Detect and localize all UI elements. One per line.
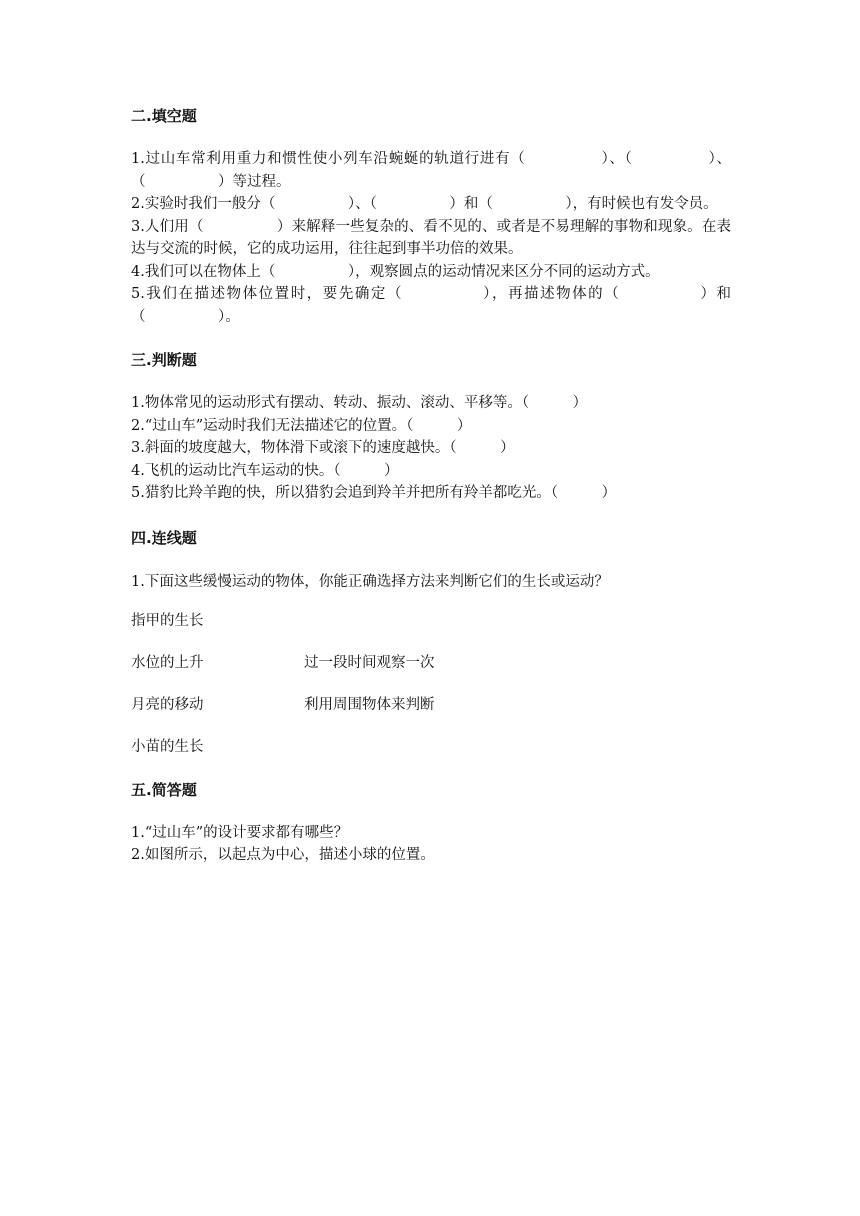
match-question-intro: 1.下面这些缓慢运动的物体，你能正确选择方法来判断它们的生长或运动？ <box>131 573 609 590</box>
judge-question-5: 5.猎豹比羚羊跑的快，所以猎豹会追到羚羊并把所有羚羊都吃光。（ ） <box>131 485 617 501</box>
judge-question-2: 2.“过山车”运动时我们无法描述它的位置。（ ） <box>131 417 472 434</box>
short-question-2: 2.如图所示，以起点为中心，描述小球的位置。 <box>131 847 435 863</box>
match-grid <box>131 610 731 758</box>
judge-question-3: 3.斜面的坡度越大，物体滑下或滚下的速度越快。（ ） <box>131 440 515 456</box>
fill-in-section <box>131 106 731 328</box>
short-answer-section <box>131 780 731 867</box>
judge-question-list <box>131 392 731 505</box>
judge-question-1: 1.物体常见的运动形式有摆动、转动、振动、滚动、平移等。（ ） <box>131 395 588 411</box>
short-question-list <box>131 822 731 867</box>
fill-question-1: 1.过山车常利用重力和惯性使小列车沿蜿蜒的轨道行进有（ ）、（ ）、（ ）等过程。 <box>131 151 731 190</box>
fill-question-3: 3.人们用（ ）来解释一些复杂的、看不见的、或者是不易理解的事物和现象。在表达与交流的时候，它的成功运用，往往起到事半功倍的效果。 <box>131 218 731 257</box>
worksheet-content <box>131 106 731 867</box>
fill-question-4: 4.我们可以在物体上（ ），观察圆点的运动情况来区分不同的运动方式。 <box>131 263 660 280</box>
short-question-1: 1.“过山车”的设计要求都有哪些？ <box>131 824 349 841</box>
matching-section <box>131 528 731 758</box>
judge-question-4: 4.飞机的运动比汽车运动的快。（ ） <box>131 462 399 479</box>
match-left-item: 指甲的生长 <box>131 612 204 629</box>
fill-question-2: 2.实验时我们一般分（ ）、（ ）和（ ），有时候也有发令员。 <box>131 196 718 212</box>
match-left-item: 水位的上升 <box>131 654 204 671</box>
match-row <box>131 610 731 632</box>
fill-question-5: 5.我们在描述物体位置时，要先确定（ ），再描述物体的（ ）和（ ）。 <box>131 286 731 325</box>
section-title-judge: 三.判断题 <box>131 351 197 369</box>
section-title-short: 五.简答题 <box>131 780 197 799</box>
match-right-item: 过一段时间观察一次 <box>304 654 435 671</box>
judgement-section <box>131 350 731 505</box>
match-right-item: 利用周围物体来判断 <box>304 696 435 713</box>
match-left-item: 月亮的移动 <box>131 696 204 713</box>
match-left-item: 小苗的生长 <box>131 738 204 755</box>
section-title-fill: 二.填空题 <box>131 107 197 125</box>
match-row <box>131 694 731 716</box>
section-title-match: 四.连线题 <box>131 528 197 547</box>
match-row <box>131 736 731 758</box>
fill-question-list <box>131 148 731 328</box>
match-row <box>131 652 731 674</box>
